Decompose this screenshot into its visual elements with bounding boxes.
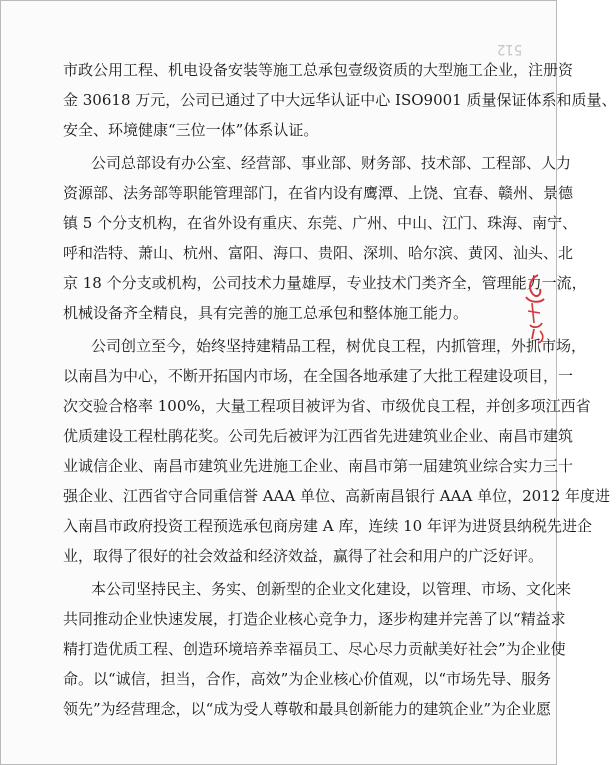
text-line: 市政公用工程、机电设备安装等施工总承包壹级资质的大型施工企业，注册资 [63,61,574,79]
paragraph-4 [63,574,572,724]
text-line: 强企业、江西省守合同重信誉 AAA 单位、高新南昌银行 AAA 单位，2012 年度进 [63,487,611,505]
paragraph-3 [63,331,611,571]
text-line: 领先”为经营理念，以“成为受人尊敬和最具创新能力的建筑企业”为企业愿 [63,700,552,718]
text-line: 机械设备齐全精良，具有完善的施工总承包和整体施工能力。 [63,304,469,322]
text-line: 公司创立至今，始终坚持建精品工程，树优良工程，内抓管理，外抓市场， [91,337,587,355]
text-line: 业诚信企业、南昌市建筑业先进施工企业、南昌市第一届建筑业综合实力三十 [63,457,574,475]
page-number: 512 [496,41,522,57]
paragraph-2 [63,148,587,328]
text-line: 公司总部设有办公室、经营部、事业部、财务部、技术部、工程部、人力 [91,154,572,172]
text-line: 共同推动企业快速发展，打造企业核心竞争力，逐步构建并完善了以“精益求 [63,610,566,628]
text-line: 命。以“诚信，担当，合作，高效”为企业核心价值观，以“市场先导、服务 [63,670,552,688]
text-line: 安全、环境健康“三位一体”体系认证。 [63,121,319,139]
text-line: 本公司坚持民主、务实、创新型的企业文化建设，以管理、市场、文化来 [91,580,572,598]
text-line: 京 18 个分支或机构，公司技术力量雄厚，专业技术门类齐全，管理能力一流， [63,274,587,292]
body-text [63,55,616,727]
text-line: 优质建设工程杜鹃花奖。公司先后被评为江西省先进建筑业企业、南昌市建筑 [63,427,574,445]
text-line: 入南昌市政府投资工程预选承包商房建 A 库，连续 10 年评为进贤县纳税先进企 [63,517,592,535]
red-seal-stamp [520,273,548,345]
text-line: 呼和浩特、萧山、杭州、富阳、海口、贵阳、深圳、哈尔滨、黄冈、汕头、北 [63,244,574,262]
text-line: 金 30618 万元，公司已通过了中大远华认证中心 ISO9001 质量保证体系和质量、 [63,91,616,109]
paragraph-1 [63,55,616,145]
text-line: 资源部、法务部等职能管理部门，在省内设有鹰潭、上饶、宜春、赣州、景德 [63,184,574,202]
text-line: 业，取得了很好的社会效益和经济效益，赢得了社会和用户的广泛好评。 [63,547,544,565]
text-line: 镇 5 个分支机构，在省外设有重庆、东莞、广州、中山、江门、珠海、南宁、 [63,214,578,232]
text-line: 以南昌为中心，不断开拓国内市场，在全国各地承建了大批工程建设项目，一 [63,367,574,385]
text-line: 精打造优质工程、创造环境培养幸福员工、尽心尽力贡献美好社会”为企业使 [63,640,566,658]
text-line: 次交验合格率 100%，大量工程项目被评为省、市级优良工程，并创多项江西省 [63,397,591,415]
